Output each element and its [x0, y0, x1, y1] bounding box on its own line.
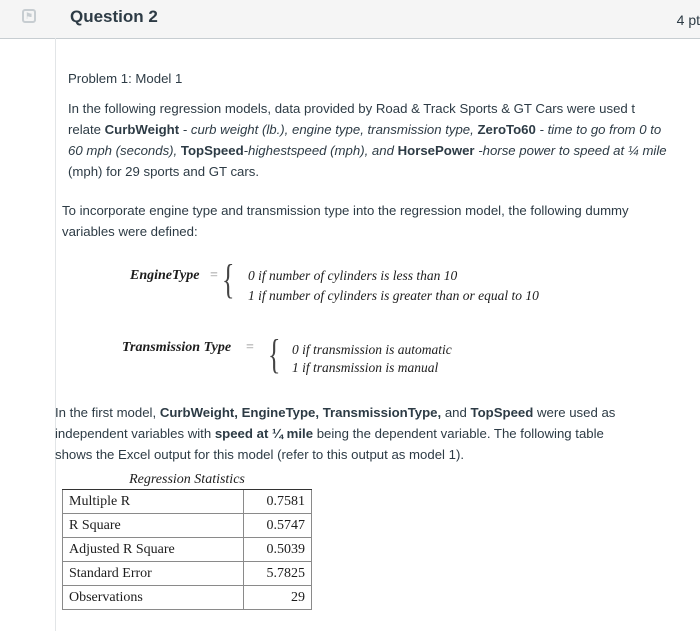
table-row: R Square 0.5747 — [63, 514, 312, 538]
dummy-line: variables were defined: — [62, 224, 198, 239]
model-line: In the first model, CurbWeight, EngineType, TransmissionType, and TopSpeed were used as — [55, 405, 616, 420]
table-row: Standard Error 5.7825 — [63, 562, 312, 586]
transmission-case-0: 0 if transmission is automatic — [292, 342, 452, 357]
content-divider — [55, 38, 56, 631]
transmission-case-1: 1 if transmission is manual — [292, 360, 439, 375]
intro-line: 60 mph (seconds), TopSpeed-highestspeed (mph), and HorsePower -horse power to speed at ¼ mile — [68, 143, 667, 158]
intro-line: (mph) for 29 sports and GT cars. — [68, 164, 260, 179]
table-row: Multiple R 0.7581 — [63, 490, 312, 514]
engine-case-1: 1 if number of cylinders is greater than or equal to 10 — [248, 288, 539, 303]
table-row: Observations 29 — [63, 586, 312, 610]
intro-paragraph — [68, 98, 700, 182]
question-title: Question 2 — [70, 7, 158, 26]
model-line: shows the Excel output for this model (refer to this output as model 1). — [55, 447, 465, 462]
engine-type-label: EngineType — [130, 268, 200, 283]
flag-icon[interactable]: ⚑ — [22, 9, 36, 23]
dummy-paragraph — [62, 200, 700, 242]
table-row: Adjusted R Square 0.5039 — [63, 538, 312, 562]
intro-line: relate CurbWeight - curb weight (lb.), engine type, transmission type, ZeroTo60 - time to go from 0 to — [68, 122, 662, 137]
transmission-type-label: Transmission Type — [122, 340, 232, 355]
table-header: Regression Statistics — [63, 470, 312, 490]
model-line: independent variables with speed at ¼ mile being the dependent variable. The following table — [55, 426, 604, 441]
regression-statistics-table — [62, 470, 312, 610]
left-brace: { — [222, 256, 235, 303]
model-paragraph — [55, 402, 695, 465]
left-brace: { — [268, 331, 281, 378]
intro-line: In the following regression models, data provided by Road & Track Sports & GT Cars were used t — [68, 101, 636, 116]
problem-title: Problem 1: Model 1 — [68, 71, 183, 86]
dummy-line: To incorporate engine type and transmission type into the regression model, the following dummy — [62, 203, 629, 218]
question-header — [0, 0, 700, 39]
question-points: 4 pt — [676, 12, 700, 28]
engine-case-0: 0 if number of cylinders is less than 10 — [248, 268, 458, 283]
